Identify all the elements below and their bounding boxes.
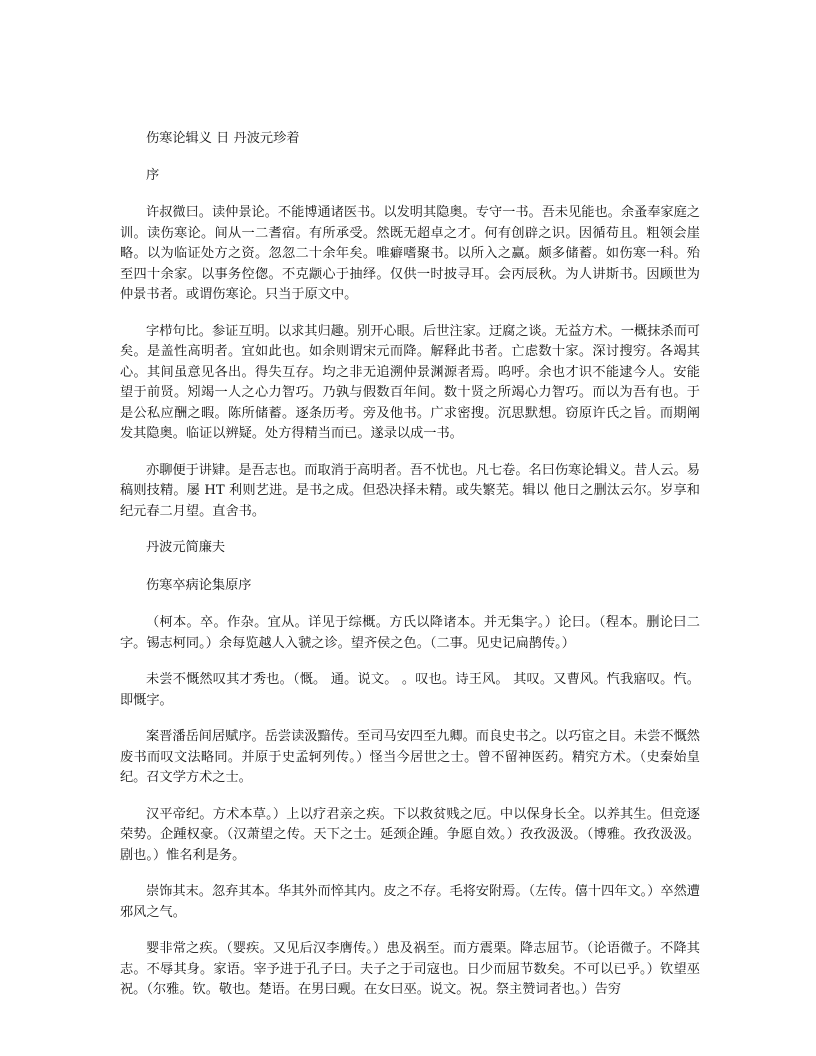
document-body: [120, 129, 700, 1017]
paragraph: 亦聊便于讲肄。是吾志也。而取消于高明者。吾不忧也。凡七卷。名曰伤寒论辑义。昔人云。易稿则技精。屡 HT 利则艺进。是书之成。但恐决择未精。或失繁芜。辑以 他日之删汰云尔。岁享和纪元春二月望。直舍书。: [120, 462, 700, 519]
paragraph: 未尝不慨然叹其才秀也。（慨。 通。说文。 。叹也。诗王风。 其叹。又曹风。忾我寤叹。忾。即慨字。: [120, 672, 700, 708]
paragraph: 崇饰其末。忽弃其本。华其外而悴其内。皮之不存。毛将安附焉。（左传。僖十四年文。）卒然遭邪风之气。: [120, 884, 700, 920]
paragraph: （柯本。卒。作杂。宜从。详见于综概。方氏以降诸本。并无集字。）论曰。（程本。删论曰二字。锡志柯同。）余每览越人入虢之诊。望齐侯之色。（二事。见史记扁鹊传。）: [120, 615, 700, 651]
section-heading: 伤寒卒病论集原序: [146, 577, 252, 593]
paragraph: 字栉句比。参证互明。以求其归趣。别开心眼。后世注家。迂腐之谈。无益方术。一概抹杀而可矣。是盖性高明者。宜如此也。如余则谓宋元而降。解释此书者。亡虑数十家。深讨搜穷。各竭其心。其间虽意见各出。得失互存。均之非无追溯仲景渊源者焉。呜呼。余也才识不能逮今人。安能望于前贤。矧竭一人之心力智巧。乃孰与假数百年间。数十贤之所竭心力智巧。而以为吾有也。于是公私应酬之暇。陈所储蓄。逐条历考。旁及他书。广求密搜。沉思默想。窃原许氏之旨。而期阐发其隐奥。临证以辨疑。处方得精当而已。遂录以成一书。: [120, 323, 700, 441]
document-title: 伤寒论辑义 日 丹波元珍着: [146, 131, 300, 146]
section-heading: 序: [146, 167, 160, 183]
paragraph: 汉平帝纪。方术本草。）上以疗君亲之疾。下以救贫贱之厄。中以保身长全。以养其生。但竞逐荣势。企踵权豪。（汉萧望之传。天下之士。延颈企踵。争愿自效。）孜孜汲汲。（博雅。孜孜汲汲。剧也。）惟名利是务。: [120, 806, 700, 863]
paragraph: 案晋潘岳间居赋序。岳尝读汲黯传。至司马安四至九卿。而良史书之。以巧宦之目。未尝不慨然废书而叹文法略同。并原于史孟轲列传。）怪当今居世之士。曾不留神医药。精究方术。（史秦始皇纪。召文学方术之士。: [120, 729, 700, 785]
paragraph: 婴非常之疾。（婴疾。又见后汉李膺传。）患及祸至。而方震栗。降志屈节。（论语微子。不降其志。不辱其身。家语。宰予进于孔子曰。夫子之于司寇也。日少而屈节数矣。不可以已乎。）钦望巫祝。（尔雅。钦。敬也。楚语。在男曰觋。在女曰巫。说文。祝。祭主赞词者也。）告穷: [120, 941, 700, 997]
paragraph: 许叔微曰。读仲景论。不能博通诸医书。以发明其隐奥。专守一书。吾未见能也。余蚤奉家庭之训。读伤寒论。间从一二耆宿。有所承受。然既无超卓之才。何有创辟之识。因循苟且。粗领会崖略。以为临证处方之资。忽忽二十余年矣。唯癖嗜聚书。以所入之赢。颇多储蓄。如伤寒一科。殆至四十余家。以事务倥偬。不克颛心于抽绎。仅供一时披寻耳。会丙辰秋。为人讲斯书。因顾世为仲景书者。或谓伤寒论。只当于原文中。: [120, 205, 700, 302]
author-signature: 丹波元简廉夫: [146, 540, 226, 555]
